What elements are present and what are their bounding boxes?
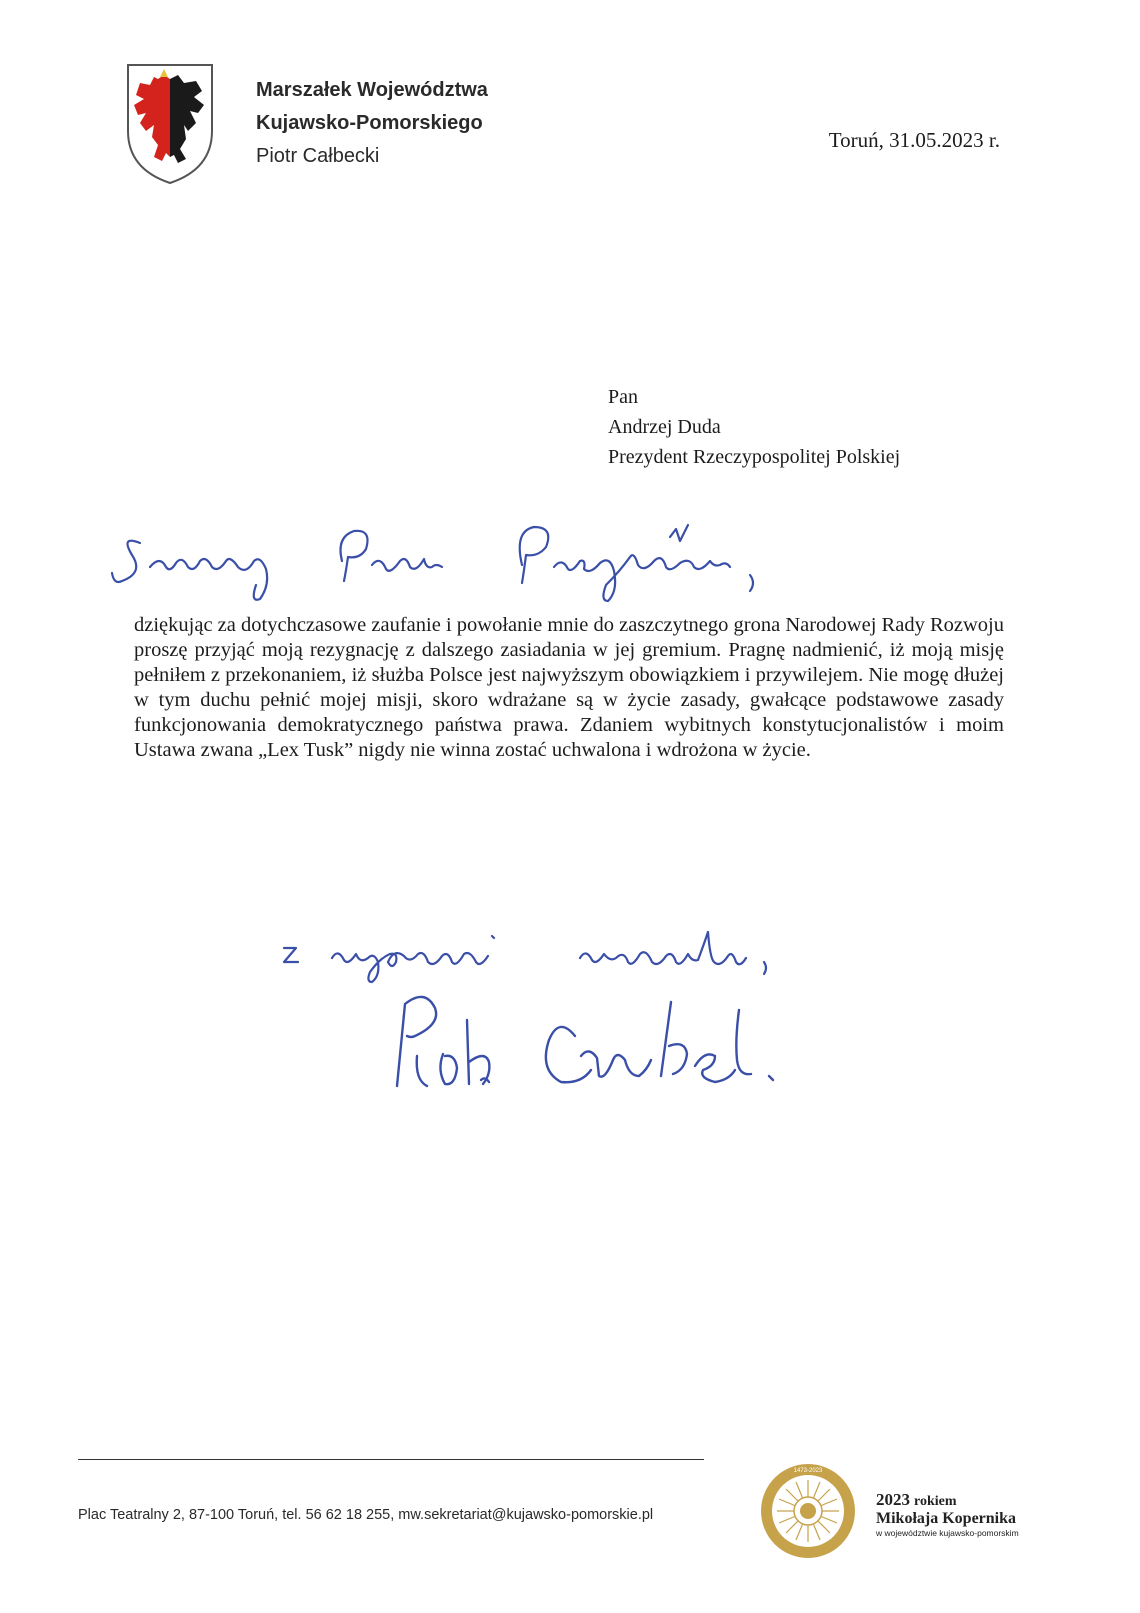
handwritten-closing [280,918,840,988]
jubilee-subtitle: w województwie kujawsko-pomorskim [876,1528,1019,1538]
copernicus-jubilee-seal-logo [759,1462,857,1560]
jubilee-rokiem: rokiem [914,1494,957,1509]
letterhead [256,74,488,173]
org-title-line-2: Kujawsko-Pomorskiego [256,112,483,134]
addressee-block [608,382,900,472]
handwritten-salutation [110,515,790,605]
handwritten-signature [385,990,805,1100]
letter-body: dziękując za dotychczasowe zaufanie i powołanie mnie do zaszczytnego grona Narodowej Rady Rozwoju proszę przyjąć moją rezygnację z dalszego zasiadania w jej gremium. Pragnę nadmienić, iż moją misję pełniłem z przekonaniem, iż służba Polsce jest najwyższym obowiązkiem i przywilejem. Nie mogę dłużej w tym duchu pełnić mojej misji, skoro wdrażane są w życie zasady, gwałcące podstawowe zasady funkcjonowania demokratycznego państwa prawa. Zdaniem wybitnych konstytucjonalistów i moim Ustawa zwana „Lex Tusk” nigdy nie winna zostać uchwalona i wdrożona w życie. [134,614,1004,761]
jubilee-name: Mikołaja Kopernika [876,1510,1017,1527]
footer-divider [78,1459,704,1460]
addressee-line-3: Prezydent Rzeczypospolitej Polskiej [608,446,901,468]
jubilee-caption [876,1490,1019,1538]
coat-of-arms-logo [124,61,216,187]
seal-text: 1473-2023 [793,1468,823,1474]
closing-text: z wyrazami szacunku, [280,918,292,919]
org-title-line-1: Marszałek Województwa [256,79,488,101]
footer-address: Plac Teatralny 2, 87-100 Toruń, tel. 56 62 18 255, mw.sekretariat@kujawsko-pomorskie.pl [78,1507,654,1523]
addressee-line-2: Andrzej Duda [608,416,721,438]
jubilee-year: 2023 [876,1490,910,1509]
signature-text: Piotr Całbecki [385,990,393,991]
salutation-text: Szanowny Panie Prezydencie, [110,515,126,516]
letter-date: Toruń, 31.05.2023 r. [828,128,1000,152]
addressee-line-1: Pan [608,386,638,408]
org-officer-name: Piotr Całbecki [256,145,380,167]
